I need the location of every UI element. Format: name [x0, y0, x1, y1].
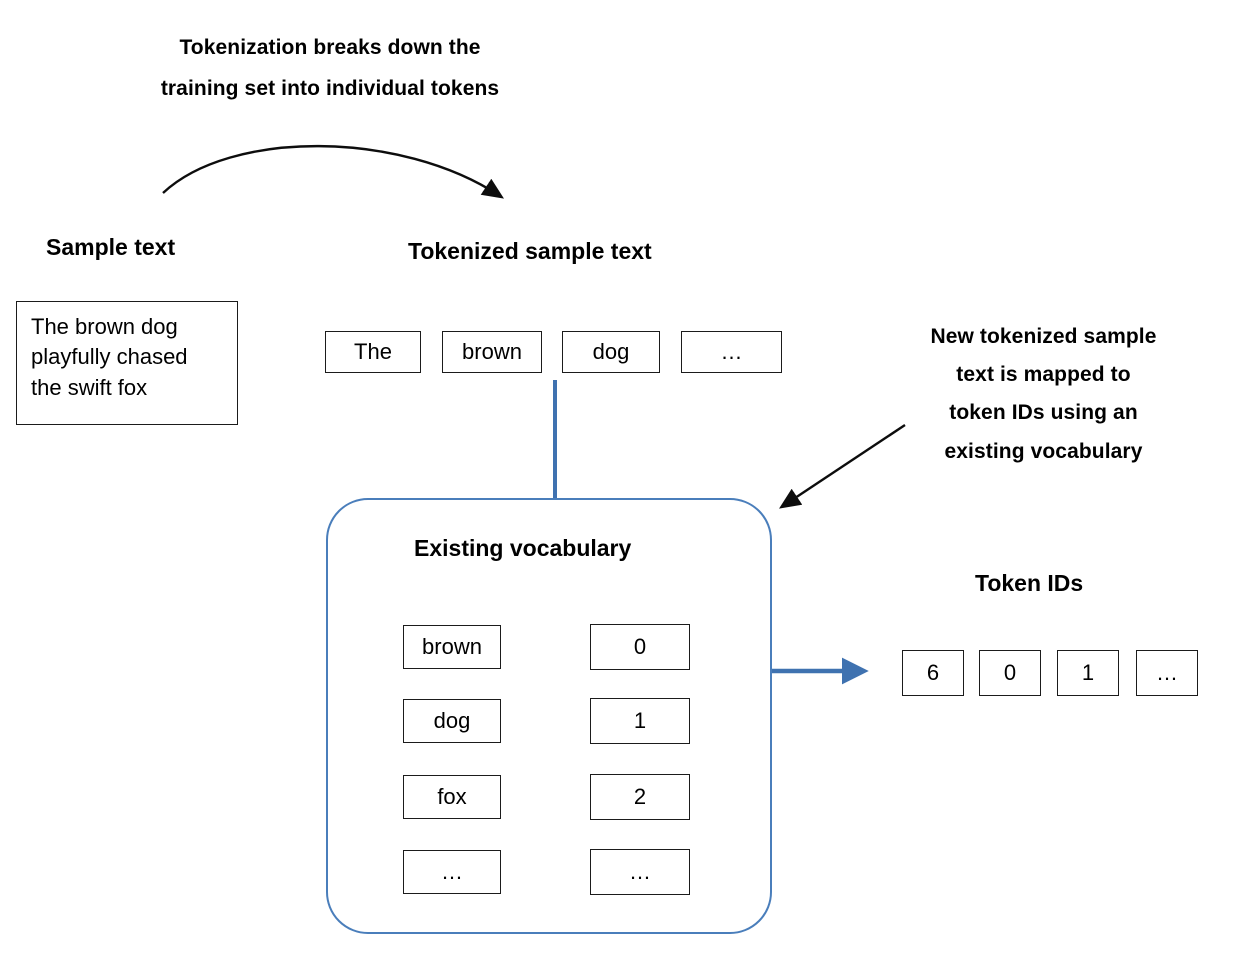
vocab-id-2: 2 [590, 774, 690, 820]
token-id-box-2: 1 [1057, 650, 1119, 696]
vocab-id-1: 1 [590, 698, 690, 744]
token-id-box-1: 0 [979, 650, 1041, 696]
heading-sample-text: Sample text [46, 234, 176, 260]
right-annotation-line-4: existing vocabulary [944, 439, 1143, 463]
vocab-term-2: fox [403, 775, 501, 819]
token-box-0: The [325, 331, 421, 373]
heading-existing-vocabulary: Existing vocabulary [414, 535, 632, 561]
vocab-id-0: 0 [590, 624, 690, 670]
heading-token-ids: Token IDs [975, 570, 1084, 596]
sample-text-line-1: The brown dog [31, 314, 178, 339]
existing-vocabulary-card [326, 498, 772, 934]
token-id-box-3: … [1136, 650, 1198, 696]
right-annotation-line-3: token IDs using an [949, 401, 1138, 425]
top-annotation-line-2: training set into individual tokens [160, 76, 500, 100]
vocab-id-3: … [590, 849, 690, 895]
sample-text-line-2: playfully chased [31, 344, 188, 370]
right-annotation-line-1: New tokenized sample [930, 325, 1157, 348]
top-annotation [95, 28, 565, 110]
token-box-3: … [681, 331, 782, 373]
top-annotation-line-1: Tokenization breaks down the [179, 36, 481, 59]
sample-text-line-3: the swift fox [31, 374, 148, 400]
right-annotation-line-2: text is mapped to [956, 363, 1131, 387]
right-annotation [906, 318, 1181, 471]
token-box-1: brown [442, 331, 542, 373]
sample-text-box [16, 301, 238, 425]
token-box-2: dog [562, 331, 660, 373]
arrow-to-vocabulary [783, 425, 905, 506]
token-id-box-0: 6 [902, 650, 964, 696]
vocab-term-3: … [403, 850, 501, 894]
curved-arrow-tokenization [163, 146, 500, 196]
vocab-term-0: brown [403, 625, 501, 669]
vocab-term-1: dog [403, 699, 501, 743]
heading-tokenized-sample-text: Tokenized sample text [408, 238, 652, 264]
